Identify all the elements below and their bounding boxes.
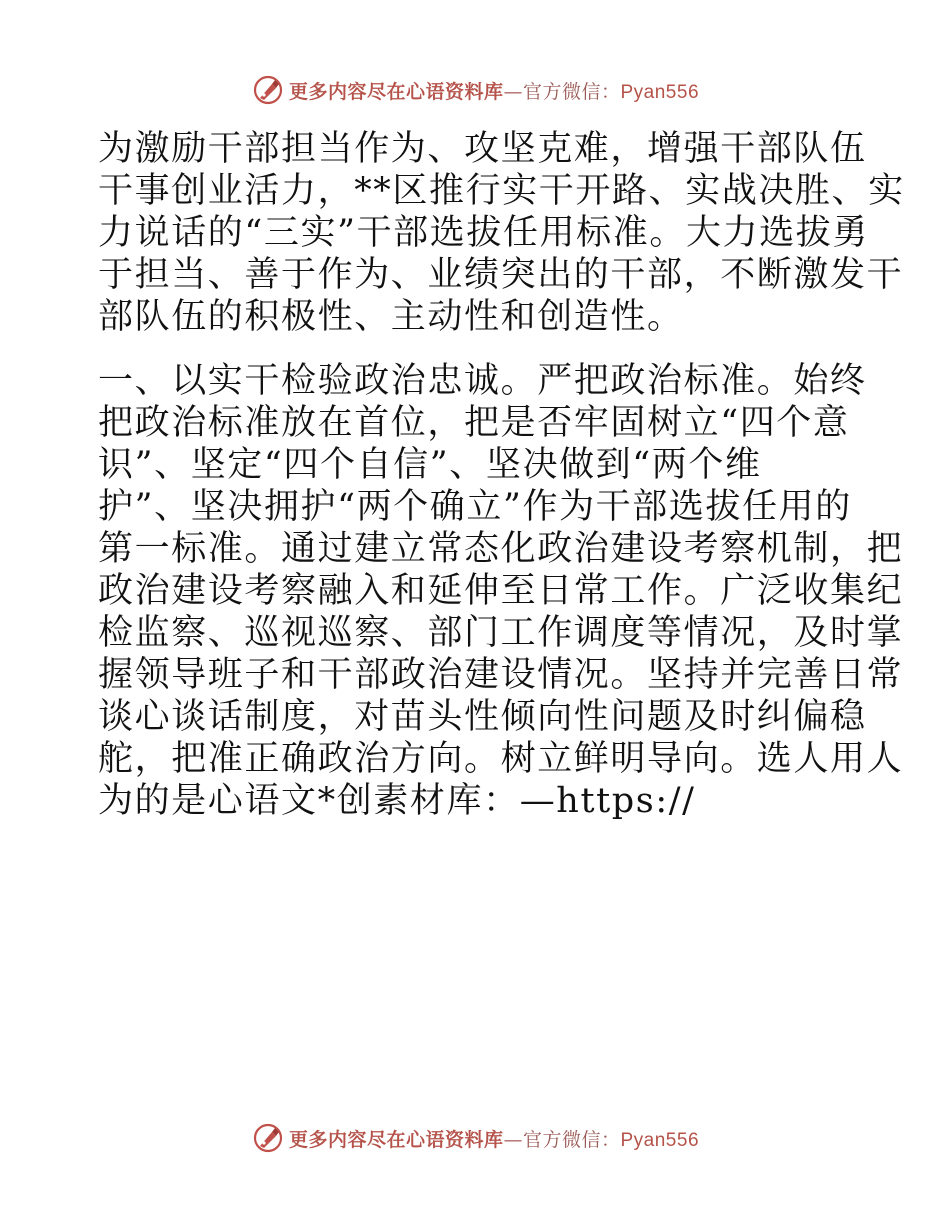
header-banner-dash: —	[503, 80, 523, 103]
footer-banner-text	[289, 1125, 699, 1152]
text-line: 一、以实干检验政治忠诚。严把政治标准。始终	[98, 361, 867, 401]
footer-banner-cn: 更多内容尽在心语资料库	[288, 1128, 504, 1151]
text-line: 检监察、巡视巡察、部门工作调度等情况，及时掌	[98, 613, 904, 653]
text-line: 政治建设考察融入和延伸至日常工作。广泛收集纪	[98, 571, 904, 611]
footer-banner-dash: —	[503, 1128, 523, 1151]
pen-nib-logo-icon	[251, 73, 285, 107]
text-line: 把政治标准放在首位，把是否牢固树立“四个意	[98, 403, 850, 443]
footer-banner-wechat-label: 官方微信：	[522, 1128, 621, 1151]
text-line: 谈心谈话制度，对苗头性倾向性问题及时纠偏稳	[98, 697, 867, 737]
footer-banner-wechat-id: Pyan556	[620, 1129, 700, 1151]
header-banner-cn: 更多内容尽在心语资料库	[288, 80, 504, 103]
text-line: 力说话的“三实”干部选拔任用标准。大力选拔勇	[98, 213, 869, 253]
header-banner[interactable]	[0, 70, 950, 110]
header-banner-wechat-id: Pyan556	[620, 81, 700, 103]
text-line: 护”、坚决拥护“两个确立”作为干部选拔任用的	[98, 487, 852, 527]
paragraph-intro	[98, 128, 905, 338]
text-line: 第一标准。通过建立常态化政治建设考察机制，把	[98, 529, 904, 569]
text-line: 识”、坚定“四个自信”、坚决做到“两个维	[98, 445, 762, 485]
text-line: 舵，把准正确政治方向。树立鲜明导向。选人用人	[98, 739, 904, 779]
document-body	[98, 128, 905, 822]
text-line: 于担当、善于作为、业绩突出的干部，不断激发干	[98, 255, 904, 295]
header-banner-text	[289, 77, 699, 104]
footer-banner[interactable]	[0, 1118, 950, 1158]
text-line: 为的是心语文*创素材库：—https://	[98, 781, 696, 821]
text-line: 部队伍的积极性、主动性和创造性。	[98, 297, 684, 337]
text-line: 握领导班子和干部政治建设情况。坚持并完善日常	[98, 655, 904, 695]
paragraph-section-one	[98, 360, 904, 822]
text-line: 干事创业活力，**区推行实干开路、实战决胜、实	[98, 171, 905, 211]
pen-nib-logo-icon	[251, 1121, 285, 1155]
text-line: 为激励干部担当作为、攻坚克难，增强干部队伍	[98, 129, 867, 169]
header-banner-wechat-label: 官方微信：	[522, 80, 621, 103]
